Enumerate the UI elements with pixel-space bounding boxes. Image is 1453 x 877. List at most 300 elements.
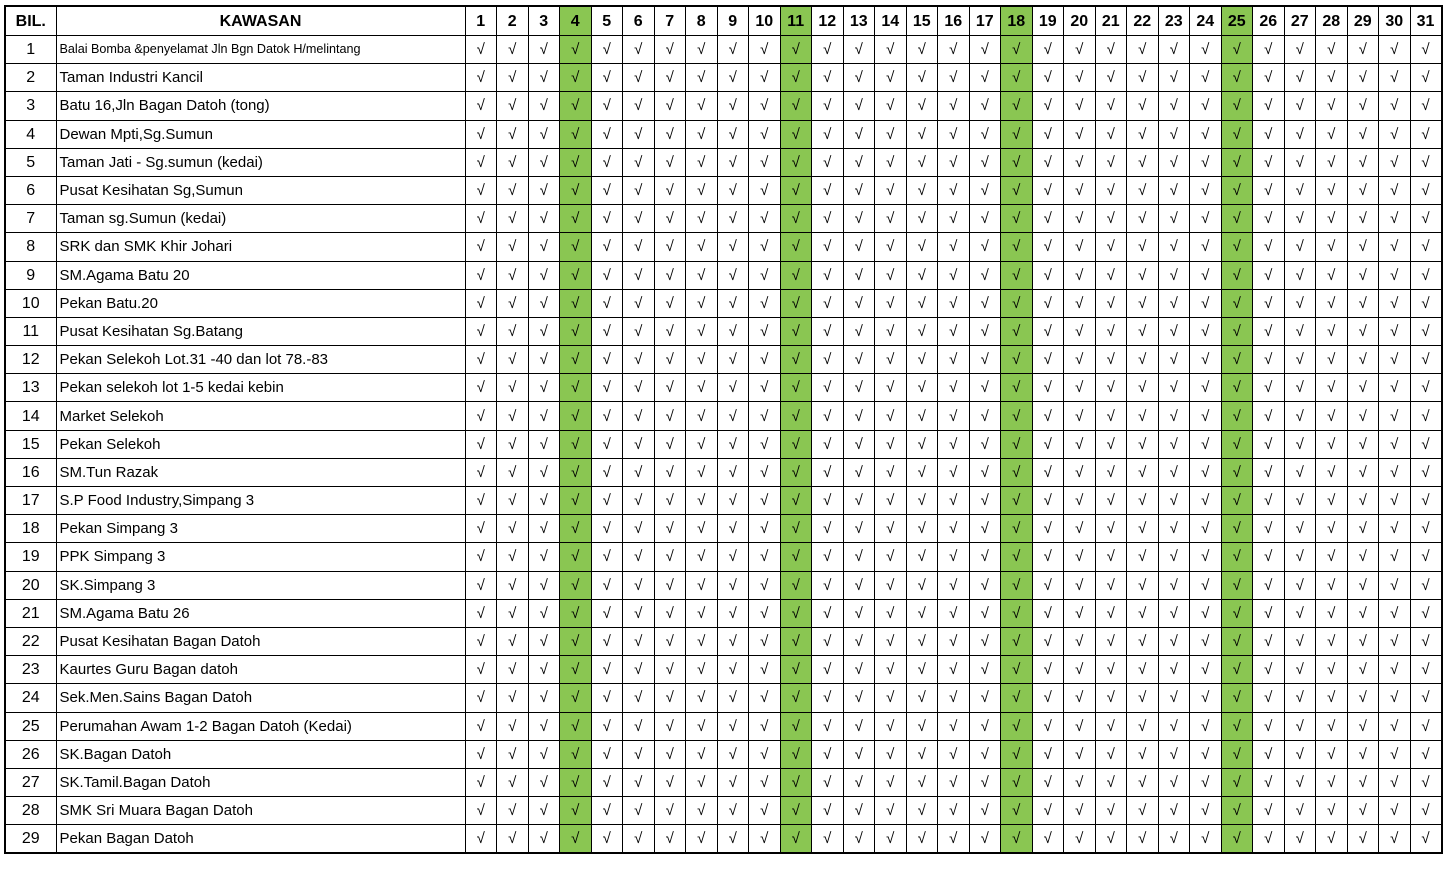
check-mark-cell[interactable]: √: [1379, 825, 1411, 854]
check-mark-cell[interactable]: √: [843, 430, 875, 458]
check-mark-cell[interactable]: √: [780, 289, 812, 317]
check-mark-cell[interactable]: √: [1379, 543, 1411, 571]
check-mark-cell[interactable]: √: [623, 543, 655, 571]
check-mark-cell[interactable]: √: [591, 487, 623, 515]
header-day[interactable]: 25: [1221, 6, 1253, 36]
check-mark-cell[interactable]: √: [906, 317, 938, 345]
row-number[interactable]: 28: [5, 797, 56, 825]
check-mark-cell[interactable]: √: [497, 289, 529, 317]
check-mark-cell[interactable]: √: [1316, 148, 1348, 176]
row-number[interactable]: 20: [5, 571, 56, 599]
check-mark-cell[interactable]: √: [1064, 120, 1096, 148]
check-mark-cell[interactable]: √: [528, 684, 560, 712]
check-mark-cell[interactable]: √: [528, 317, 560, 345]
check-mark-cell[interactable]: √: [686, 825, 718, 854]
check-mark-cell[interactable]: √: [654, 627, 686, 655]
check-mark-cell[interactable]: √: [1158, 825, 1190, 854]
check-mark-cell[interactable]: √: [1032, 487, 1064, 515]
check-mark-cell[interactable]: √: [591, 289, 623, 317]
row-number[interactable]: 22: [5, 627, 56, 655]
header-day[interactable]: 4: [560, 6, 592, 36]
header-day[interactable]: 7: [654, 6, 686, 36]
check-mark-cell[interactable]: √: [1347, 825, 1379, 854]
row-number[interactable]: 1: [5, 36, 56, 64]
check-mark-cell[interactable]: √: [1095, 458, 1127, 486]
check-mark-cell[interactable]: √: [1347, 740, 1379, 768]
check-mark-cell[interactable]: √: [1410, 656, 1442, 684]
check-mark-cell[interactable]: √: [1221, 797, 1253, 825]
check-mark-cell[interactable]: √: [1158, 205, 1190, 233]
check-mark-cell[interactable]: √: [591, 346, 623, 374]
check-mark-cell[interactable]: √: [528, 261, 560, 289]
row-number[interactable]: 10: [5, 289, 56, 317]
check-mark-cell[interactable]: √: [1347, 712, 1379, 740]
check-mark-cell[interactable]: √: [843, 684, 875, 712]
check-mark-cell[interactable]: √: [717, 487, 749, 515]
check-mark-cell[interactable]: √: [1284, 571, 1316, 599]
check-mark-cell[interactable]: √: [560, 346, 592, 374]
check-mark-cell[interactable]: √: [686, 64, 718, 92]
check-mark-cell[interactable]: √: [1095, 543, 1127, 571]
check-mark-cell[interactable]: √: [749, 233, 781, 261]
check-mark-cell[interactable]: √: [1190, 346, 1222, 374]
check-mark-cell[interactable]: √: [843, 543, 875, 571]
check-mark-cell[interactable]: √: [560, 120, 592, 148]
check-mark-cell[interactable]: √: [1001, 825, 1033, 854]
check-mark-cell[interactable]: √: [686, 599, 718, 627]
check-mark-cell[interactable]: √: [560, 176, 592, 204]
check-mark-cell[interactable]: √: [749, 571, 781, 599]
row-number[interactable]: 12: [5, 346, 56, 374]
check-mark-cell[interactable]: √: [1064, 768, 1096, 796]
check-mark-cell[interactable]: √: [875, 176, 907, 204]
check-mark-cell[interactable]: √: [1095, 627, 1127, 655]
check-mark-cell[interactable]: √: [717, 148, 749, 176]
check-mark-cell[interactable]: √: [749, 289, 781, 317]
area-name[interactable]: Taman Jati - Sg.sumun (kedai): [56, 148, 465, 176]
check-mark-cell[interactable]: √: [1221, 346, 1253, 374]
check-mark-cell[interactable]: √: [1095, 740, 1127, 768]
check-mark-cell[interactable]: √: [1095, 487, 1127, 515]
header-day[interactable]: 12: [812, 6, 844, 36]
check-mark-cell[interactable]: √: [1158, 797, 1190, 825]
check-mark-cell[interactable]: √: [969, 740, 1001, 768]
row-number[interactable]: 13: [5, 374, 56, 402]
check-mark-cell[interactable]: √: [717, 289, 749, 317]
check-mark-cell[interactable]: √: [749, 797, 781, 825]
check-mark-cell[interactable]: √: [1001, 402, 1033, 430]
row-number[interactable]: 23: [5, 656, 56, 684]
check-mark-cell[interactable]: √: [686, 684, 718, 712]
check-mark-cell[interactable]: √: [969, 712, 1001, 740]
check-mark-cell[interactable]: √: [875, 599, 907, 627]
check-mark-cell[interactable]: √: [1316, 825, 1348, 854]
check-mark-cell[interactable]: √: [686, 36, 718, 64]
check-mark-cell[interactable]: √: [1410, 458, 1442, 486]
check-mark-cell[interactable]: √: [1221, 684, 1253, 712]
check-mark-cell[interactable]: √: [969, 515, 1001, 543]
header-day[interactable]: 21: [1095, 6, 1127, 36]
check-mark-cell[interactable]: √: [749, 543, 781, 571]
check-mark-cell[interactable]: √: [812, 92, 844, 120]
row-number[interactable]: 11: [5, 317, 56, 345]
check-mark-cell[interactable]: √: [938, 36, 970, 64]
check-mark-cell[interactable]: √: [1032, 656, 1064, 684]
check-mark-cell[interactable]: √: [812, 317, 844, 345]
check-mark-cell[interactable]: √: [1221, 712, 1253, 740]
check-mark-cell[interactable]: √: [969, 148, 1001, 176]
check-mark-cell[interactable]: √: [875, 430, 907, 458]
check-mark-cell[interactable]: √: [1095, 684, 1127, 712]
check-mark-cell[interactable]: √: [1284, 712, 1316, 740]
area-name[interactable]: Dewan Mpti,Sg.Sumun: [56, 120, 465, 148]
check-mark-cell[interactable]: √: [875, 120, 907, 148]
check-mark-cell[interactable]: √: [591, 684, 623, 712]
check-mark-cell[interactable]: √: [906, 487, 938, 515]
check-mark-cell[interactable]: √: [812, 176, 844, 204]
check-mark-cell[interactable]: √: [528, 64, 560, 92]
check-mark-cell[interactable]: √: [1410, 487, 1442, 515]
check-mark-cell[interactable]: √: [780, 402, 812, 430]
check-mark-cell[interactable]: √: [749, 261, 781, 289]
check-mark-cell[interactable]: √: [1221, 36, 1253, 64]
check-mark-cell[interactable]: √: [465, 656, 497, 684]
check-mark-cell[interactable]: √: [1095, 656, 1127, 684]
check-mark-cell[interactable]: √: [1158, 740, 1190, 768]
check-mark-cell[interactable]: √: [1127, 289, 1159, 317]
check-mark-cell[interactable]: √: [1064, 712, 1096, 740]
area-name[interactable]: Pekan Bagan Datoh: [56, 825, 465, 854]
check-mark-cell[interactable]: √: [1001, 627, 1033, 655]
check-mark-cell[interactable]: √: [717, 768, 749, 796]
area-name[interactable]: Pekan selekoh lot 1-5 kedai kebin: [56, 374, 465, 402]
check-mark-cell[interactable]: √: [497, 148, 529, 176]
check-mark-cell[interactable]: √: [749, 64, 781, 92]
check-mark-cell[interactable]: √: [560, 317, 592, 345]
check-mark-cell[interactable]: √: [497, 346, 529, 374]
check-mark-cell[interactable]: √: [1379, 176, 1411, 204]
check-mark-cell[interactable]: √: [528, 712, 560, 740]
check-mark-cell[interactable]: √: [1190, 825, 1222, 854]
check-mark-cell[interactable]: √: [1253, 599, 1285, 627]
check-mark-cell[interactable]: √: [749, 176, 781, 204]
check-mark-cell[interactable]: √: [1064, 64, 1096, 92]
check-mark-cell[interactable]: √: [1127, 64, 1159, 92]
check-mark-cell[interactable]: √: [1032, 261, 1064, 289]
check-mark-cell[interactable]: √: [560, 92, 592, 120]
check-mark-cell[interactable]: √: [1347, 205, 1379, 233]
check-mark-cell[interactable]: √: [780, 261, 812, 289]
check-mark-cell[interactable]: √: [497, 571, 529, 599]
check-mark-cell[interactable]: √: [1253, 712, 1285, 740]
check-mark-cell[interactable]: √: [1221, 571, 1253, 599]
check-mark-cell[interactable]: √: [560, 487, 592, 515]
check-mark-cell[interactable]: √: [1158, 176, 1190, 204]
check-mark-cell[interactable]: √: [560, 599, 592, 627]
check-mark-cell[interactable]: √: [1190, 64, 1222, 92]
check-mark-cell[interactable]: √: [843, 627, 875, 655]
check-mark-cell[interactable]: √: [1316, 233, 1348, 261]
check-mark-cell[interactable]: √: [1064, 289, 1096, 317]
check-mark-cell[interactable]: √: [1316, 656, 1348, 684]
check-mark-cell[interactable]: √: [875, 346, 907, 374]
check-mark-cell[interactable]: √: [1347, 148, 1379, 176]
check-mark-cell[interactable]: √: [1379, 768, 1411, 796]
check-mark-cell[interactable]: √: [1127, 740, 1159, 768]
header-day[interactable]: 9: [717, 6, 749, 36]
check-mark-cell[interactable]: √: [749, 430, 781, 458]
check-mark-cell[interactable]: √: [1095, 36, 1127, 64]
header-day[interactable]: 1: [465, 6, 497, 36]
check-mark-cell[interactable]: √: [717, 599, 749, 627]
check-mark-cell[interactable]: √: [1095, 233, 1127, 261]
check-mark-cell[interactable]: √: [1379, 205, 1411, 233]
check-mark-cell[interactable]: √: [623, 768, 655, 796]
check-mark-cell[interactable]: √: [749, 92, 781, 120]
check-mark-cell[interactable]: √: [1032, 712, 1064, 740]
check-mark-cell[interactable]: √: [623, 402, 655, 430]
check-mark-cell[interactable]: √: [1032, 684, 1064, 712]
check-mark-cell[interactable]: √: [1190, 487, 1222, 515]
check-mark-cell[interactable]: √: [1095, 402, 1127, 430]
check-mark-cell[interactable]: √: [1158, 374, 1190, 402]
check-mark-cell[interactable]: √: [1347, 36, 1379, 64]
check-mark-cell[interactable]: √: [591, 458, 623, 486]
check-mark-cell[interactable]: √: [938, 825, 970, 854]
check-mark-cell[interactable]: √: [1379, 233, 1411, 261]
check-mark-cell[interactable]: √: [1284, 487, 1316, 515]
check-mark-cell[interactable]: √: [749, 825, 781, 854]
check-mark-cell[interactable]: √: [1284, 797, 1316, 825]
check-mark-cell[interactable]: √: [1253, 374, 1285, 402]
check-mark-cell[interactable]: √: [906, 458, 938, 486]
check-mark-cell[interactable]: √: [654, 261, 686, 289]
check-mark-cell[interactable]: √: [906, 64, 938, 92]
check-mark-cell[interactable]: √: [497, 487, 529, 515]
check-mark-cell[interactable]: √: [560, 797, 592, 825]
area-name[interactable]: Pekan Selekoh Lot.31 -40 dan lot 78.-83: [56, 346, 465, 374]
check-mark-cell[interactable]: √: [1032, 233, 1064, 261]
check-mark-cell[interactable]: √: [969, 825, 1001, 854]
check-mark-cell[interactable]: √: [780, 656, 812, 684]
check-mark-cell[interactable]: √: [1127, 92, 1159, 120]
check-mark-cell[interactable]: √: [1190, 458, 1222, 486]
check-mark-cell[interactable]: √: [1001, 205, 1033, 233]
check-mark-cell[interactable]: √: [1001, 148, 1033, 176]
check-mark-cell[interactable]: √: [686, 430, 718, 458]
check-mark-cell[interactable]: √: [1316, 599, 1348, 627]
check-mark-cell[interactable]: √: [1064, 627, 1096, 655]
check-mark-cell[interactable]: √: [623, 797, 655, 825]
check-mark-cell[interactable]: √: [654, 233, 686, 261]
check-mark-cell[interactable]: √: [843, 571, 875, 599]
check-mark-cell[interactable]: √: [780, 627, 812, 655]
check-mark-cell[interactable]: √: [749, 36, 781, 64]
check-mark-cell[interactable]: √: [717, 430, 749, 458]
check-mark-cell[interactable]: √: [1284, 233, 1316, 261]
check-mark-cell[interactable]: √: [654, 740, 686, 768]
check-mark-cell[interactable]: √: [1127, 825, 1159, 854]
area-name[interactable]: SRK dan SMK Khir Johari: [56, 233, 465, 261]
check-mark-cell[interactable]: √: [969, 289, 1001, 317]
check-mark-cell[interactable]: √: [875, 684, 907, 712]
check-mark-cell[interactable]: √: [1032, 571, 1064, 599]
check-mark-cell[interactable]: √: [906, 656, 938, 684]
check-mark-cell[interactable]: √: [749, 458, 781, 486]
check-mark-cell[interactable]: √: [1001, 797, 1033, 825]
check-mark-cell[interactable]: √: [1190, 120, 1222, 148]
check-mark-cell[interactable]: √: [780, 543, 812, 571]
check-mark-cell[interactable]: √: [1284, 458, 1316, 486]
check-mark-cell[interactable]: √: [812, 515, 844, 543]
check-mark-cell[interactable]: √: [1410, 148, 1442, 176]
check-mark-cell[interactable]: √: [1379, 599, 1411, 627]
check-mark-cell[interactable]: √: [1284, 543, 1316, 571]
check-mark-cell[interactable]: √: [1379, 317, 1411, 345]
check-mark-cell[interactable]: √: [938, 120, 970, 148]
check-mark-cell[interactable]: √: [1221, 402, 1253, 430]
check-mark-cell[interactable]: √: [875, 92, 907, 120]
check-mark-cell[interactable]: √: [843, 656, 875, 684]
check-mark-cell[interactable]: √: [654, 571, 686, 599]
check-mark-cell[interactable]: √: [1221, 656, 1253, 684]
check-mark-cell[interactable]: √: [812, 233, 844, 261]
header-day[interactable]: 15: [906, 6, 938, 36]
check-mark-cell[interactable]: √: [780, 740, 812, 768]
check-mark-cell[interactable]: √: [1316, 402, 1348, 430]
check-mark-cell[interactable]: √: [749, 120, 781, 148]
check-mark-cell[interactable]: √: [1410, 515, 1442, 543]
check-mark-cell[interactable]: √: [875, 148, 907, 176]
check-mark-cell[interactable]: √: [654, 712, 686, 740]
check-mark-cell[interactable]: √: [780, 317, 812, 345]
check-mark-cell[interactable]: √: [654, 599, 686, 627]
check-mark-cell[interactable]: √: [1347, 430, 1379, 458]
check-mark-cell[interactable]: √: [938, 797, 970, 825]
check-mark-cell[interactable]: √: [938, 374, 970, 402]
check-mark-cell[interactable]: √: [1064, 374, 1096, 402]
check-mark-cell[interactable]: √: [623, 317, 655, 345]
check-mark-cell[interactable]: √: [812, 684, 844, 712]
check-mark-cell[interactable]: √: [843, 458, 875, 486]
check-mark-cell[interactable]: √: [623, 148, 655, 176]
check-mark-cell[interactable]: √: [1095, 317, 1127, 345]
check-mark-cell[interactable]: √: [906, 205, 938, 233]
check-mark-cell[interactable]: √: [843, 233, 875, 261]
check-mark-cell[interactable]: √: [749, 627, 781, 655]
check-mark-cell[interactable]: √: [812, 627, 844, 655]
check-mark-cell[interactable]: √: [843, 515, 875, 543]
check-mark-cell[interactable]: √: [1001, 487, 1033, 515]
check-mark-cell[interactable]: √: [906, 36, 938, 64]
check-mark-cell[interactable]: √: [749, 768, 781, 796]
check-mark-cell[interactable]: √: [812, 571, 844, 599]
check-mark-cell[interactable]: √: [843, 599, 875, 627]
check-mark-cell[interactable]: √: [1316, 120, 1348, 148]
check-mark-cell[interactable]: √: [1064, 458, 1096, 486]
check-mark-cell[interactable]: √: [1127, 317, 1159, 345]
check-mark-cell[interactable]: √: [686, 543, 718, 571]
check-mark-cell[interactable]: √: [1158, 289, 1190, 317]
check-mark-cell[interactable]: √: [969, 627, 1001, 655]
area-name[interactable]: Taman sg.Sumun (kedai): [56, 205, 465, 233]
check-mark-cell[interactable]: √: [717, 205, 749, 233]
check-mark-cell[interactable]: √: [938, 176, 970, 204]
check-mark-cell[interactable]: √: [497, 402, 529, 430]
check-mark-cell[interactable]: √: [1253, 233, 1285, 261]
check-mark-cell[interactable]: √: [1316, 289, 1348, 317]
check-mark-cell[interactable]: √: [497, 768, 529, 796]
check-mark-cell[interactable]: √: [1158, 346, 1190, 374]
check-mark-cell[interactable]: √: [938, 684, 970, 712]
check-mark-cell[interactable]: √: [1064, 825, 1096, 854]
row-number[interactable]: 6: [5, 176, 56, 204]
check-mark-cell[interactable]: √: [560, 430, 592, 458]
check-mark-cell[interactable]: √: [623, 64, 655, 92]
check-mark-cell[interactable]: √: [591, 515, 623, 543]
check-mark-cell[interactable]: √: [1284, 402, 1316, 430]
check-mark-cell[interactable]: √: [528, 176, 560, 204]
check-mark-cell[interactable]: √: [1253, 317, 1285, 345]
check-mark-cell[interactable]: √: [686, 317, 718, 345]
header-day[interactable]: 23: [1158, 6, 1190, 36]
check-mark-cell[interactable]: √: [717, 374, 749, 402]
check-mark-cell[interactable]: √: [1032, 768, 1064, 796]
check-mark-cell[interactable]: √: [465, 176, 497, 204]
check-mark-cell[interactable]: √: [906, 684, 938, 712]
check-mark-cell[interactable]: √: [906, 289, 938, 317]
check-mark-cell[interactable]: √: [717, 120, 749, 148]
check-mark-cell[interactable]: √: [1410, 36, 1442, 64]
check-mark-cell[interactable]: √: [465, 36, 497, 64]
check-mark-cell[interactable]: √: [465, 599, 497, 627]
check-mark-cell[interactable]: √: [969, 487, 1001, 515]
check-mark-cell[interactable]: √: [1410, 768, 1442, 796]
check-mark-cell[interactable]: √: [497, 797, 529, 825]
check-mark-cell[interactable]: √: [1095, 92, 1127, 120]
check-mark-cell[interactable]: √: [1190, 740, 1222, 768]
check-mark-cell[interactable]: √: [560, 515, 592, 543]
check-mark-cell[interactable]: √: [1001, 374, 1033, 402]
check-mark-cell[interactable]: √: [528, 515, 560, 543]
check-mark-cell[interactable]: √: [1190, 233, 1222, 261]
check-mark-cell[interactable]: √: [1221, 176, 1253, 204]
check-mark-cell[interactable]: √: [623, 740, 655, 768]
check-mark-cell[interactable]: √: [1253, 148, 1285, 176]
check-mark-cell[interactable]: √: [686, 233, 718, 261]
check-mark-cell[interactable]: √: [969, 205, 1001, 233]
check-mark-cell[interactable]: √: [969, 261, 1001, 289]
check-mark-cell[interactable]: √: [1410, 740, 1442, 768]
check-mark-cell[interactable]: √: [591, 402, 623, 430]
check-mark-cell[interactable]: √: [1347, 346, 1379, 374]
area-name[interactable]: Kaurtes Guru Bagan datoh: [56, 656, 465, 684]
check-mark-cell[interactable]: √: [560, 740, 592, 768]
check-mark-cell[interactable]: √: [528, 205, 560, 233]
check-mark-cell[interactable]: √: [1190, 571, 1222, 599]
area-name[interactable]: Sek.Men.Sains Bagan Datoh: [56, 684, 465, 712]
check-mark-cell[interactable]: √: [654, 458, 686, 486]
check-mark-cell[interactable]: √: [560, 712, 592, 740]
check-mark-cell[interactable]: √: [1001, 656, 1033, 684]
check-mark-cell[interactable]: √: [560, 148, 592, 176]
check-mark-cell[interactable]: √: [497, 627, 529, 655]
check-mark-cell[interactable]: √: [938, 458, 970, 486]
check-mark-cell[interactable]: √: [497, 656, 529, 684]
check-mark-cell[interactable]: √: [686, 797, 718, 825]
check-mark-cell[interactable]: √: [1410, 599, 1442, 627]
check-mark-cell[interactable]: √: [717, 684, 749, 712]
